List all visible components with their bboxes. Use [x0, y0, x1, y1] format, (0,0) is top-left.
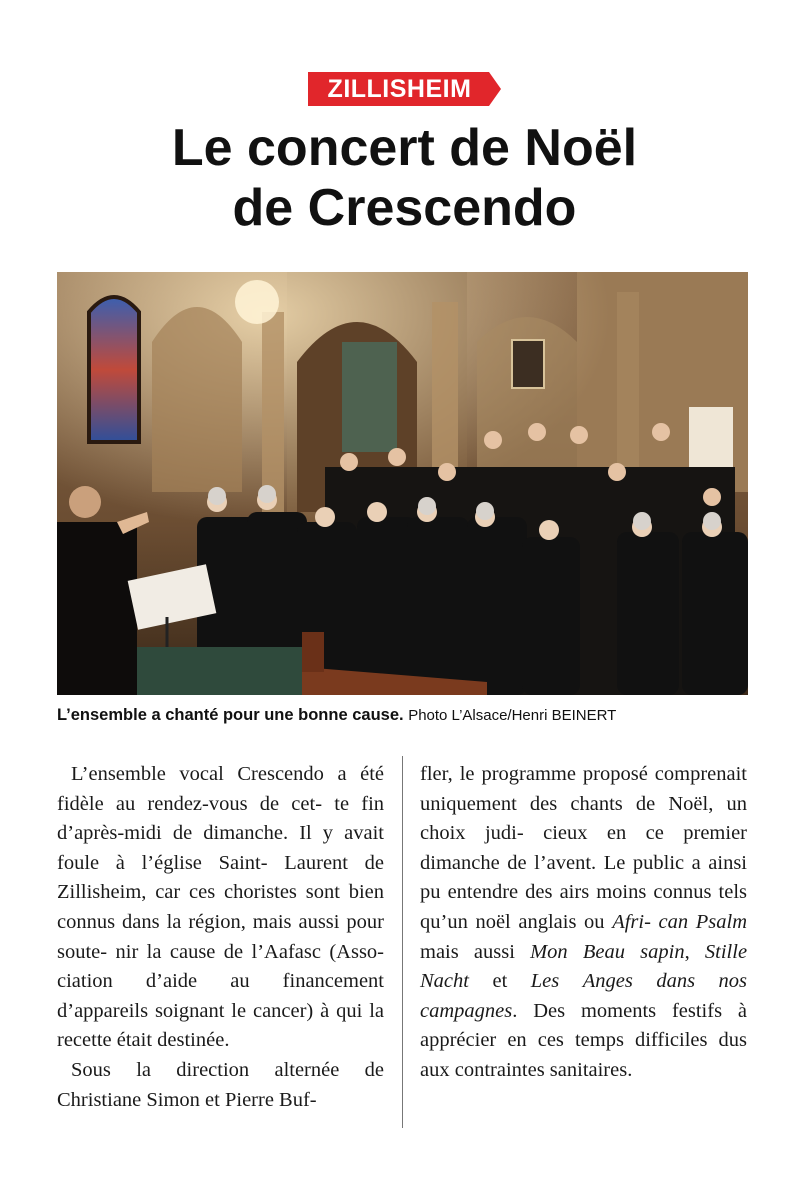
text-line: Des moments festifs à apprécier [420, 999, 748, 1052]
song-title: Mon [530, 940, 568, 963]
song-title: Anges dans nos campagnes [420, 970, 748, 1022]
kicker-wrapper [0, 72, 809, 106]
song-title: Beau sapin [582, 940, 685, 963]
text-line: ciation d’aide au financement [57, 970, 384, 993]
photo-credit: Photo L’Alsace/Henri BEINERT [408, 707, 617, 724]
text-line: en ces temps difficiles dus aux [420, 1029, 747, 1081]
text-line: de l’avent. Le public a ainsi pu [420, 851, 747, 904]
text-line: chants de Noël, un choix judi- [420, 792, 747, 845]
text-line: L’ensemble vocal Crescendo a [71, 763, 347, 785]
text-line: , [684, 940, 690, 963]
section-kicker: ZILLISHEIM [308, 72, 490, 106]
photo-caption [57, 706, 757, 725]
text-line: contraintes sanitaires. [454, 1058, 633, 1081]
text-line: la région, mais aussi pour soute- [57, 910, 385, 963]
text-line: d’appareils soignant le cancer) [57, 999, 314, 1022]
choir-photo [57, 272, 748, 695]
article-column-right [420, 760, 747, 1086]
text-line: comprenait uniquement des [420, 763, 748, 815]
caption-text: L’ensemble a chanté pour une bonne cause. [57, 706, 404, 724]
text-line: te fin d’après-midi de dimanche. [57, 792, 385, 845]
column-divider [402, 756, 403, 1128]
text-line: nir la cause de l’Aafasc (Asso- [115, 940, 385, 963]
paragraph-2 [57, 1056, 384, 1115]
article-column-left [57, 760, 384, 1115]
text-line: Il y avait foule à l’église Saint- [57, 822, 384, 874]
text-line: fler, le programme proposé [420, 763, 648, 785]
text-line: été fidèle au rendez-vous de cet- [57, 763, 384, 815]
song-title: Les [530, 970, 560, 993]
song-title: Afri- [612, 910, 651, 933]
headline-line-1: Le concert de Noël [171, 119, 638, 177]
text-line: . [512, 999, 518, 1022]
text-line: Sous la direction alternée de [71, 1058, 384, 1081]
text-line: Christiane Simon et Pierre Buf- [57, 1088, 317, 1111]
text-line: tels qu’un noël anglais ou [420, 881, 748, 933]
text-line: et [492, 970, 508, 993]
text-line: à qui la recette était destinée. [57, 999, 385, 1052]
song-title: can Psalm [658, 910, 747, 933]
text-line: entendre des airs moins connus [447, 881, 712, 904]
text-line: mais aussi [420, 940, 515, 963]
song-title: Stille Nacht [420, 940, 748, 993]
text-line: choristes sont bien connus dans [57, 881, 384, 933]
headline [0, 118, 809, 238]
choir-photo-illustration [57, 272, 748, 695]
headline-line-2: de Crescendo [232, 179, 577, 237]
text-line: Laurent de Zillisheim, car ces [57, 851, 385, 904]
text-line: cieux en ce premier dimanche [420, 822, 748, 874]
paragraph-2-continued [420, 760, 747, 1086]
paragraph-1 [57, 760, 384, 1056]
